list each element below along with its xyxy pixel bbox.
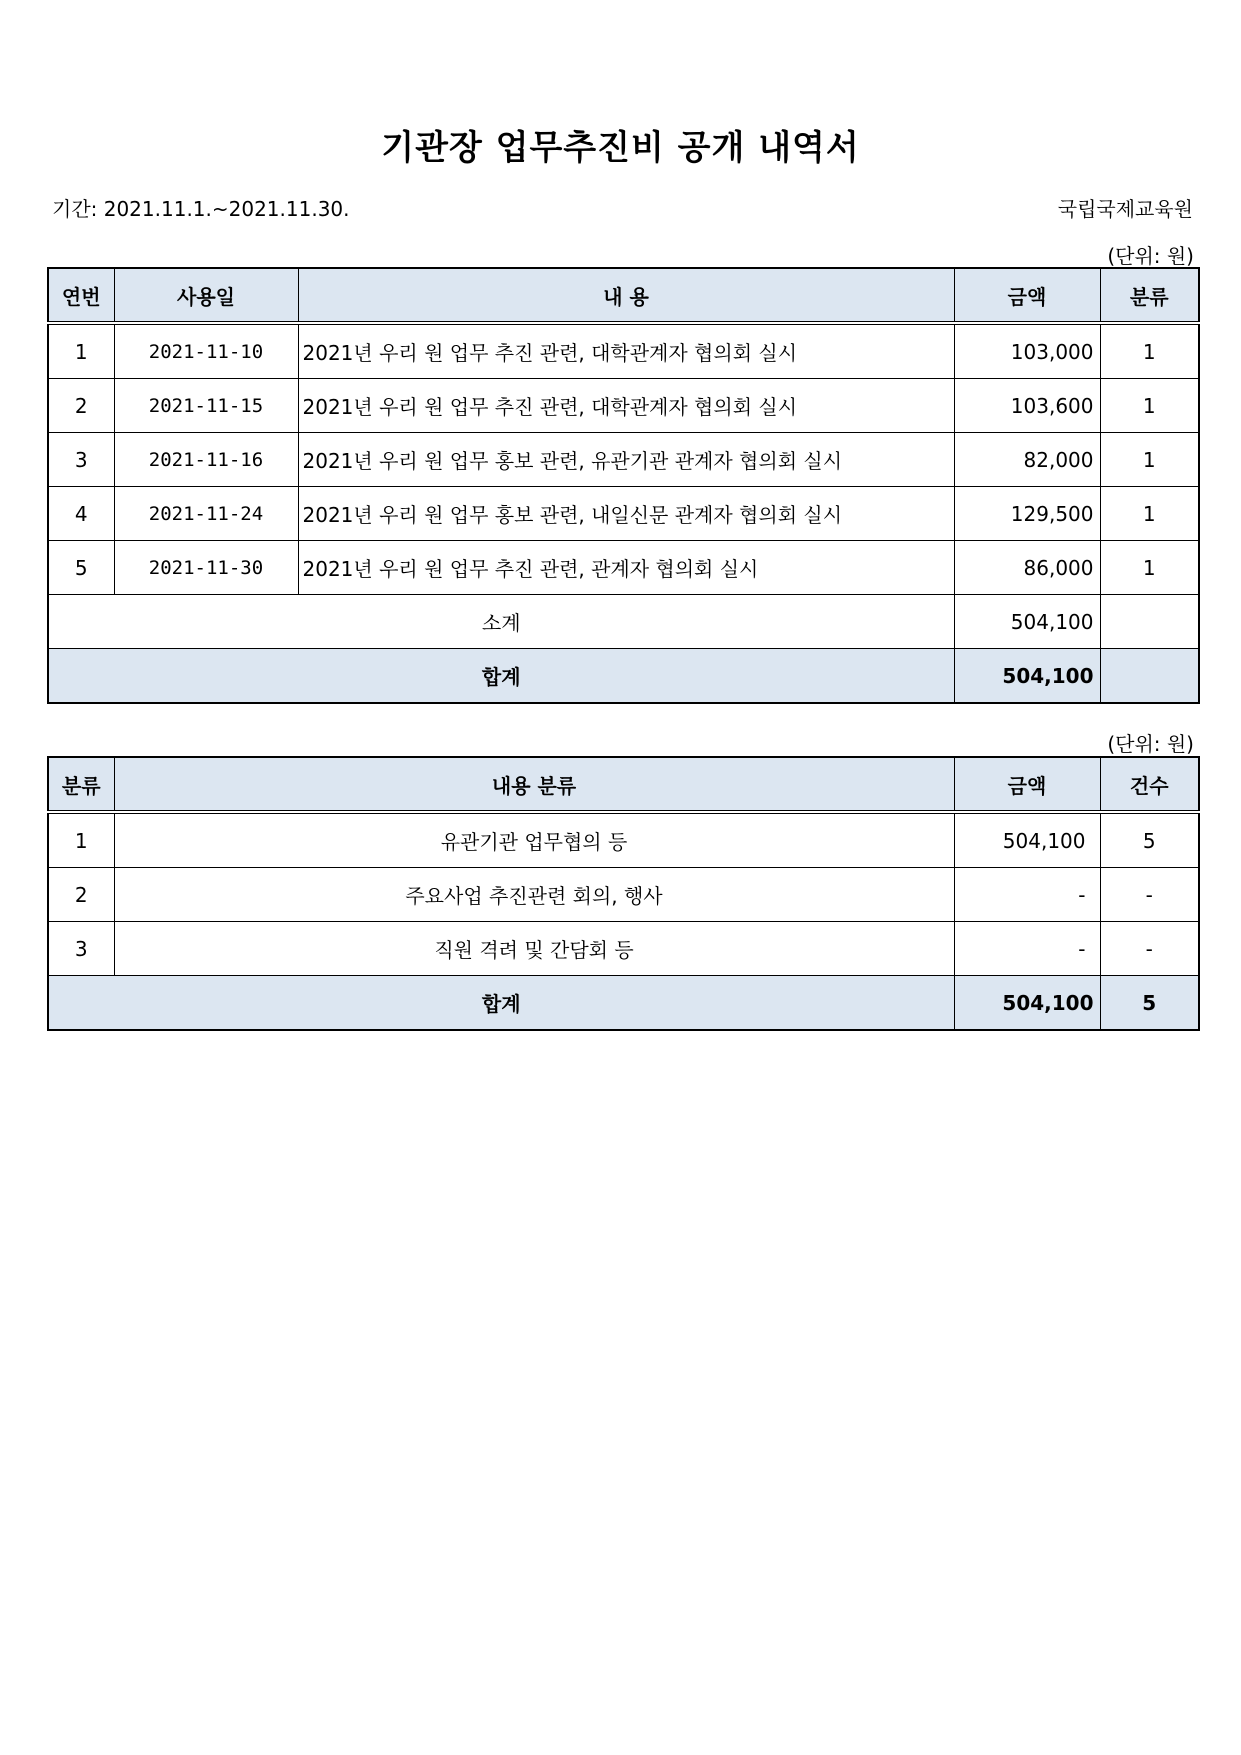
row-content: 주요사업 추진관련 회의, 행사 — [114, 868, 954, 922]
header-date: 사용일 — [114, 268, 298, 323]
row-amount: 129,500 — [954, 487, 1100, 541]
table-header-row — [48, 757, 1199, 812]
total-label: 합계 — [48, 649, 954, 704]
row-no: 4 — [48, 487, 114, 541]
row-category: 1 — [1100, 541, 1199, 595]
row-date: 2021-11-24 — [114, 487, 298, 541]
row-date: 2021-11-30 — [114, 541, 298, 595]
row-content: 유관기관 업무협의 등 — [114, 812, 954, 868]
row-amount: 86,000 — [954, 541, 1100, 595]
row-category: 1 — [1100, 379, 1199, 433]
header-content: 내 용 — [298, 268, 954, 323]
row-date: 2021-11-10 — [114, 323, 298, 379]
row-category: 3 — [48, 922, 114, 976]
document-title: 기관장 업무추진비 공개 내역서 — [381, 128, 860, 168]
row-count: 5 — [1100, 812, 1199, 868]
row-no: 2 — [48, 379, 114, 433]
header-content-category: 내용 분류 — [114, 757, 954, 812]
row-category: 1 — [1100, 323, 1199, 379]
row-count: - — [1100, 868, 1199, 922]
subtotal-label: 소계 — [48, 595, 954, 649]
table-row — [48, 323, 1199, 379]
table-row — [48, 922, 1199, 976]
header-count: 건수 — [1100, 757, 1199, 812]
unit-label: (단위: 원) — [1107, 244, 1194, 268]
row-amount: - — [954, 922, 1100, 976]
row-amount: 103,600 — [954, 379, 1100, 433]
row-no: 1 — [48, 323, 114, 379]
total-row — [48, 976, 1199, 1031]
header-no: 연번 — [48, 268, 114, 323]
subtotal-category — [1100, 595, 1199, 649]
table-row — [48, 812, 1199, 868]
row-category: 1 — [1100, 433, 1199, 487]
total-label: 합계 — [48, 976, 954, 1031]
table-row — [48, 868, 1199, 922]
header-category: 분류 — [48, 757, 114, 812]
row-date: 2021-11-15 — [114, 379, 298, 433]
row-no: 5 — [48, 541, 114, 595]
header-amount: 금액 — [954, 757, 1100, 812]
table-row — [48, 541, 1199, 595]
row-content: 2021년 우리 원 업무 추진 관련, 대학관계자 협의회 실시 — [298, 379, 954, 433]
header-amount: 금액 — [954, 268, 1100, 323]
row-content: 2021년 우리 원 업무 홍보 관련, 유관기관 관계자 협의회 실시 — [298, 433, 954, 487]
table-header-row — [48, 268, 1199, 323]
row-content: 직원 격려 및 간담회 등 — [114, 922, 954, 976]
row-no: 3 — [48, 433, 114, 487]
period-text: 기간: 2021.11.1.~2021.11.30. — [52, 197, 350, 221]
row-amount: - — [954, 868, 1100, 922]
row-category: 1 — [48, 812, 114, 868]
row-amount: 82,000 — [954, 433, 1100, 487]
header-category: 분류 — [1100, 268, 1199, 323]
subtotal-row — [48, 595, 1199, 649]
row-count: - — [1100, 922, 1199, 976]
table-row — [48, 379, 1199, 433]
total-count: 5 — [1100, 976, 1199, 1031]
total-amount: 504,100 — [954, 649, 1100, 704]
table-row — [48, 487, 1199, 541]
total-amount: 504,100 — [954, 976, 1100, 1031]
category-summary-table — [47, 756, 1200, 1031]
total-row — [48, 649, 1199, 704]
row-amount: 504,100 — [954, 812, 1100, 868]
table-row — [48, 433, 1199, 487]
row-content: 2021년 우리 원 업무 홍보 관련, 내일신문 관계자 협의회 실시 — [298, 487, 954, 541]
subtotal-amount: 504,100 — [954, 595, 1100, 649]
unit-label: (단위: 원) — [1107, 732, 1194, 756]
row-content: 2021년 우리 원 업무 추진 관련, 대학관계자 협의회 실시 — [298, 323, 954, 379]
row-amount: 103,000 — [954, 323, 1100, 379]
row-content: 2021년 우리 원 업무 추진 관련, 관계자 협의회 실시 — [298, 541, 954, 595]
expense-detail-table — [47, 267, 1200, 704]
total-category — [1100, 649, 1199, 704]
row-category: 2 — [48, 868, 114, 922]
organization-name: 국립국제교육원 — [1057, 197, 1193, 221]
row-category: 1 — [1100, 487, 1199, 541]
row-date: 2021-11-16 — [114, 433, 298, 487]
